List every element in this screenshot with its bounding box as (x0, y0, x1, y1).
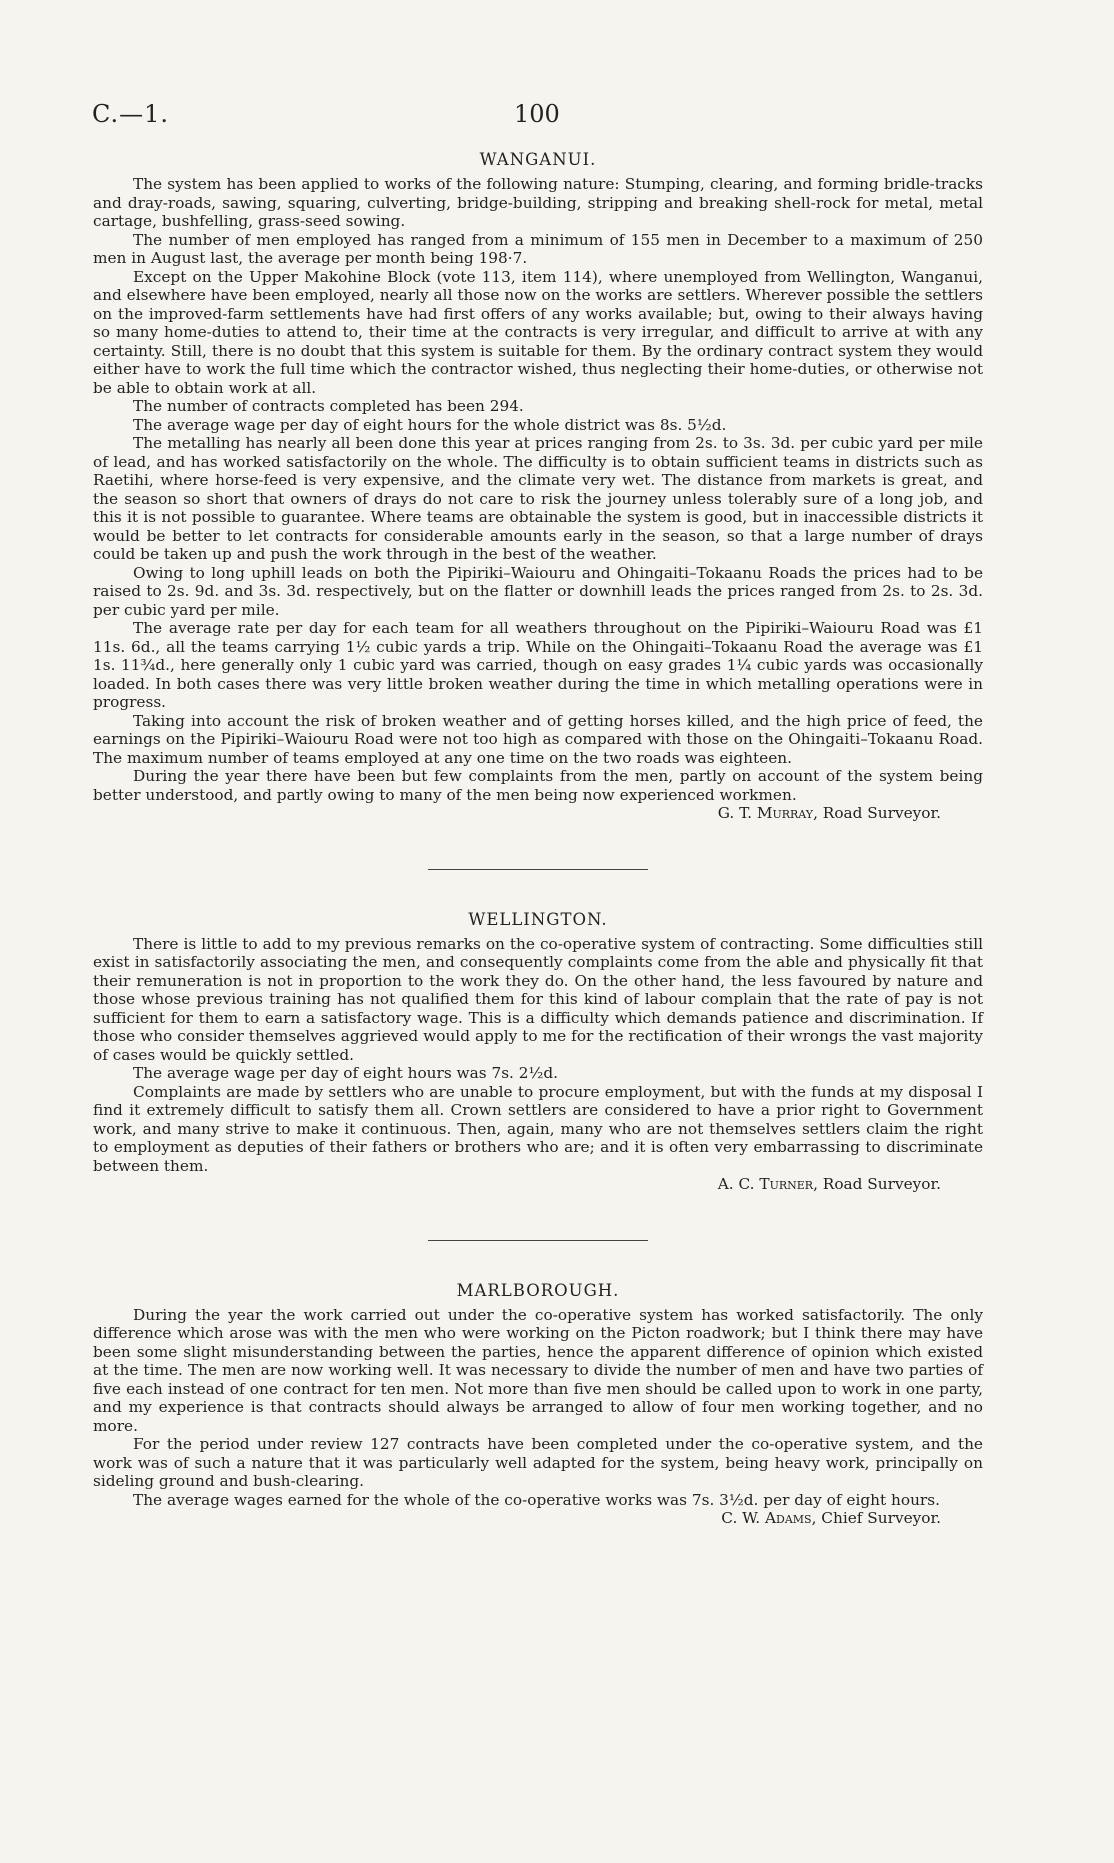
paragraph: During the year there have been but few complaints from the men, partly on account of the system being better understood, and partly owing to many of the men being now experienced workmen. (93, 767, 983, 804)
signature-title: , Road Surveyor. (813, 1175, 941, 1193)
paragraph: The number of men employed has ranged from a minimum of 155 men in December to a maximum of 250 men in August last, the average per month being 198·7. (93, 230, 983, 267)
section-title: WELLINGTON. (468, 909, 608, 929)
paragraph: The metalling has nearly all been done this year at prices ranging from 2s. to 3s. 3d. per cubic yard per mile of lead, and has worked satisfactorily on the whole. The difficulty is to obtain sufficient teams in districts such as Raetihi, where horse-feed is very expensive, and the climate very wet. The distance from markets is great, and the season so short that owners of drays do not care to risk the journey unless tolerably sure of a long job, and this it is not possible to guarantee. Where teams are obtainable the system is good, but in inaccessible districts it would be better to let contracts for considerable amounts early in the season, so that a large number of drays could be taken up and push the work through in the best of the weather. (93, 434, 983, 563)
section-marlborough (93, 1281, 983, 1528)
paragraph: Except on the Upper Makohine Block (vote 113, item 114), where unemployed from Wellington, Wanganui, and elsewhere have been employed, nearly all those now on the works are settlers. Wherever possible the settlers on the improved-farm settlements have had first offers of any works available; but, owing to their always having so many home-duties to attend to, their time at the contracts is very irregular, and difficult to arrive at with any certainty. Still, there is no doubt that this system is suitable for them. By the ordinary contract system they would either have to work the full time which the contractor wished, thus neglecting their home-duties, or otherwise not be able to obtain work at all. (93, 267, 983, 397)
paragraph: The system has been applied to works of the following nature: Stumping, clearing, and forming bridle-tracks and dray-roads, sawing, squaring, culverting, bridge-building, stripping and breaking shell-rock for metal, metal cartage, bushfelling, grass-seed sowing. (93, 175, 983, 230)
signature (93, 1509, 983, 1528)
section-wanganui (93, 150, 983, 823)
section-title: MARLBOROUGH. (456, 1280, 620, 1300)
signature-name: Turner (759, 1175, 814, 1193)
paragraph: The average rate per day for each team for all weathers throughout on the Pipiriki–Waiouru Road was £1 11s. 6d., all the teams carrying 1½ cubic yards a trip. While on the Ohingaiti–Tokaanu Road the average was £1 1s. 11¾d., here generally only 1 cubic yard was carried, though on easy grades 1¼ cubic yards was occasionally loaded. In both cases there was very little broken weather during the time in which metalling operations were in progress. (93, 619, 983, 711)
paragraph: There is little to add to my previous remarks on the co-operative system of contracting. Some difficulties still exist in satisfactorily associating the men, and consequently complaints come from the able and physically fit that their remuneration is not in proportion to the work they do. On the other hand, the less favoured by nature and those whose previous training has not qualified them for this kind of labour complain that the rate of pay is not sufficient for them to earn a satisfactory wage. This is a difficulty which demands patience and discrimination. If those who consider themselves aggrieved would apply to me for the rectification of their wrongs the vast majority of cases would be quickly settled. (93, 934, 983, 1064)
section-title: WANGANUI. (479, 150, 597, 169)
paragraph: The average wage per day of eight hours was 7s. 2½d. (133, 1064, 558, 1082)
paragraph: Owing to long uphill leads on both the Pipiriki–Waiouru and Ohingaiti–Tokaanu Roads the prices had to be raised to 2s. 9d. and 3s. 3d. respectively, but on the flatter or downhill leads the prices ranged from 2s. to 2s. 3d. per cubic yard per mile. (93, 563, 983, 619)
signature-initials: A. C. (717, 1175, 755, 1193)
signature-title: , Chief Surveyor. (811, 1509, 941, 1527)
paragraph: Complaints are made by settlers who are unable to procure employment, but with the funds at my disposal I find it extremely difficult to satisfy them all. Crown settlers are considered to have a prior right to Government work, and many strive to make it continuous. Then, again, many who are not themselves settlers claim the right to employment as deputies of their fathers or brothers who are; and it is often very embarrassing to discriminate between them. (93, 1082, 983, 1175)
signature-initials: G. T. (717, 804, 752, 822)
signature-name: Murray (756, 804, 814, 822)
paragraph: During the year the work carried out under the co-operative system has worked satisfactorily. The only difference which arose was with the men who were working on the Picton roadwork; but I think there may have been some slight misunderstanding between the parties, hence the apparent difference of opinion which existed at the time. The men are now working well. It was necessary to divide the number of men and have two parties of five each instead of one contract for ten men. Not more than five men should be called upon to work in one party, and my experience is that contracts should always be arranged to allow of four men working together, and no more. (93, 1305, 983, 1435)
paragraph: For the period under review 127 contracts have been completed under the co-operative system, and the work was of such a nature that it was particularly well adapted for the system, being heavy work, principally on sideling ground and bush-clearing. (93, 1435, 983, 1490)
report-body (93, 150, 983, 1528)
paragraph: The average wage per day of eight hours for the whole district was 8s. 5½d. (133, 415, 727, 434)
signature (93, 804, 983, 823)
signature-name: Adams (764, 1509, 812, 1527)
paragraph: The average wages earned for the whole of the co-operative works was 7s. 3½d. per day of eight hours. (133, 1490, 940, 1509)
signature (93, 1175, 983, 1194)
paragraph: Taking into account the risk of broken weather and of getting horses killed, and the high price of feed, the earnings on the Pipiriki–Waiouru Road were not too high as compared with those on the Ohingaiti–Tokaanu Road. The maximum number of teams employed at any one time on the two roads was eighteen. (93, 711, 983, 767)
signature-title: , Road Surveyor. (813, 804, 941, 822)
section-divider (428, 869, 648, 870)
section-wellington (93, 910, 983, 1194)
paragraph: The number of contracts completed has been 294. (133, 397, 524, 415)
signature-initials: C. W. (721, 1509, 761, 1527)
section-divider (428, 1240, 648, 1241)
page-number: 100 (514, 100, 560, 128)
report-reference: C.—1. (92, 100, 170, 128)
